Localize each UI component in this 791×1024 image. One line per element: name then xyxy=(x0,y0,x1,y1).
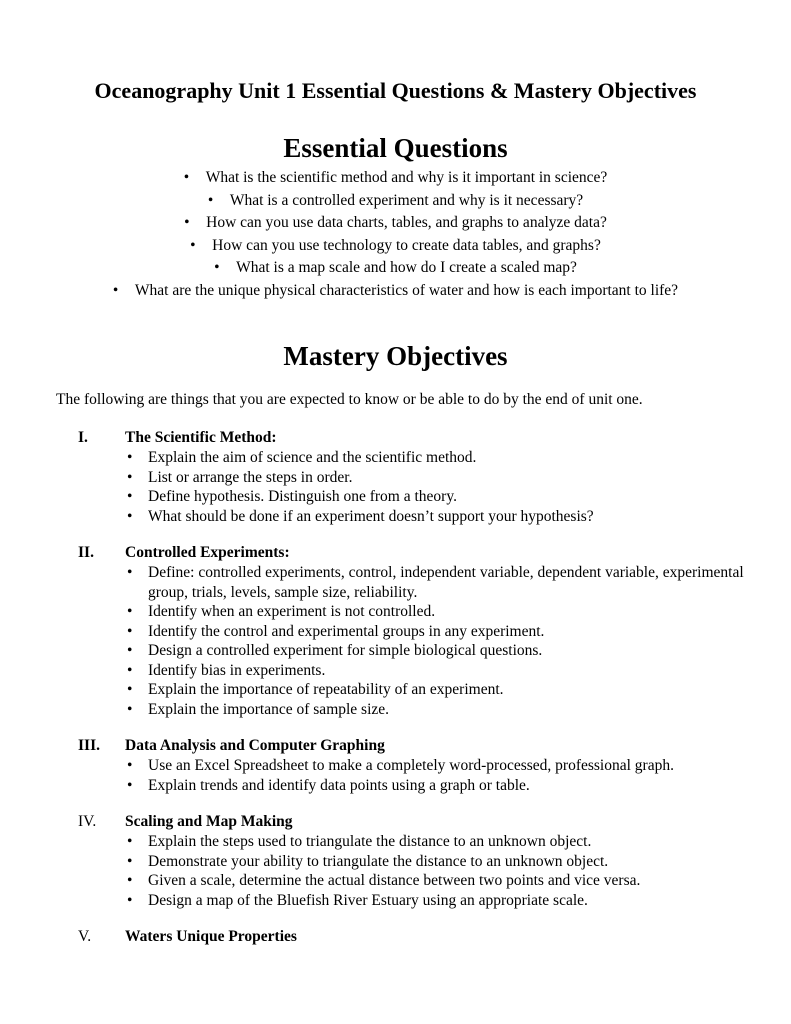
section-number: I. xyxy=(78,429,88,446)
bullet-icon: • xyxy=(127,700,133,718)
section-number: V. xyxy=(78,928,92,945)
objective-item: • List or arrange the steps in order. xyxy=(127,468,353,486)
bullet-icon: • xyxy=(127,833,133,850)
mastery-objectives-heading: Mastery Objectives xyxy=(283,341,508,371)
mastery-objectives-intro: The following are things that you are expected to know or be able to do by the end of unit one. xyxy=(56,391,643,408)
section-title: Data Analysis and Computer Graphing xyxy=(125,737,385,754)
bullet-icon: • xyxy=(214,259,220,276)
bullet-icon: • xyxy=(127,681,133,698)
bullet-icon: • xyxy=(112,281,119,299)
section-number: II. xyxy=(78,544,94,561)
objective-item: • Identify bias in experiments. xyxy=(127,661,326,679)
objective-item: • Explain the importance of repeatability of an experiment. xyxy=(127,681,504,698)
section-number: IV. xyxy=(78,813,97,830)
essential-question-text: How can you use data charts, tables, and graphs to analyze data? xyxy=(206,214,607,231)
essential-question-text: What is a controlled experiment and why is it necessary? xyxy=(229,191,584,209)
objective-list xyxy=(0,563,791,719)
essential-question xyxy=(0,190,791,213)
bullet-icon: • xyxy=(127,564,133,581)
bullet-icon: • xyxy=(127,622,133,640)
objective-item: • Explain trends and identify data points using a graph or table. xyxy=(127,776,530,794)
bullet-icon: • xyxy=(127,852,133,870)
objective-item: • Design a map of the Bluefish River Estuary using an appropriate scale. xyxy=(127,891,588,909)
objectives-outline xyxy=(0,428,791,964)
objective-item: • Use an Excel Spreadsheet to make a completely word-processed, professional graph. xyxy=(127,757,674,774)
objective-item: • Identify when an experiment is not controlled. xyxy=(127,603,436,620)
bullet-icon: • xyxy=(127,757,133,774)
bullet-icon: • xyxy=(127,661,133,679)
objective-item: • Explain the steps used to triangulate the distance to an unknown object. xyxy=(127,833,592,850)
objective-item: • What should be done if an experiment doesn’t support your hypothesis? xyxy=(127,507,594,525)
essential-questions-list xyxy=(0,167,791,302)
essential-question xyxy=(0,257,791,280)
objective-section-water-properties xyxy=(0,927,791,947)
bullet-icon: • xyxy=(207,191,214,209)
objective-section-controlled-experiments xyxy=(0,543,791,719)
bullet-icon: • xyxy=(127,603,133,620)
section-title: Scaling and Map Making xyxy=(125,813,293,830)
document-title: Oceanography Unit 1 Essential Questions & Mastery Objectives xyxy=(94,78,697,103)
objective-section-scaling-map-making xyxy=(0,812,791,910)
objective-list xyxy=(0,832,791,910)
bullet-icon: • xyxy=(127,891,133,909)
objective-item: • Define hypothesis. Distinguish one from a theory. xyxy=(127,488,457,505)
bullet-icon: • xyxy=(127,507,133,525)
essential-question-text: What is a map scale and how do I create a scaled map? xyxy=(236,259,577,276)
essential-question xyxy=(0,280,791,303)
objective-item: • Given a scale, determine the actual distance between two points and vice versa. xyxy=(127,872,641,889)
objective-list xyxy=(0,448,791,526)
section-number: III. xyxy=(78,737,100,754)
objective-item: • Explain the aim of science and the scientific method. xyxy=(127,449,477,466)
bullet-icon: • xyxy=(127,872,133,889)
objective-section-data-analysis xyxy=(0,736,791,795)
bullet-icon: • xyxy=(127,488,133,505)
objective-item: • Design a controlled experiment for simple biological questions. xyxy=(127,642,543,659)
bullet-icon: • xyxy=(127,642,133,659)
bullet-icon: • xyxy=(183,169,190,186)
essential-questions-heading: Essential Questions xyxy=(283,133,508,163)
section-title: The Scientific Method: xyxy=(125,429,277,446)
bullet-icon: • xyxy=(127,449,133,466)
bullet-icon: • xyxy=(184,214,190,231)
objective-item: • Demonstrate your ability to triangulate the distance to an unknown object. xyxy=(127,852,609,870)
essential-question xyxy=(0,235,791,258)
objective-list xyxy=(0,756,791,795)
essential-question-text: What are the unique physical characteristics of water and how is each important to life? xyxy=(134,281,679,299)
objective-item: • Define: controlled experiments, control, independent variable, dependent variable, experimental group, trials, levels, sample size, reliability. xyxy=(127,564,744,601)
section-title: Waters Unique Properties xyxy=(125,928,297,945)
bullet-icon: • xyxy=(190,236,196,254)
objective-item: • Identify the control and experimental groups in any experiment. xyxy=(127,622,545,640)
section-title: Controlled Experiments: xyxy=(125,544,290,561)
objective-section-scientific-method xyxy=(0,428,791,526)
essential-question-text: How can you use technology to create data tables, and graphs? xyxy=(212,236,601,254)
essential-question-text: What is the scientific method and why is it important in science? xyxy=(205,169,608,186)
essential-question xyxy=(0,212,791,235)
essential-question xyxy=(0,167,791,190)
bullet-icon: • xyxy=(127,468,133,486)
bullet-icon: • xyxy=(127,776,133,794)
objective-item: • Explain the importance of sample size. xyxy=(127,700,390,718)
